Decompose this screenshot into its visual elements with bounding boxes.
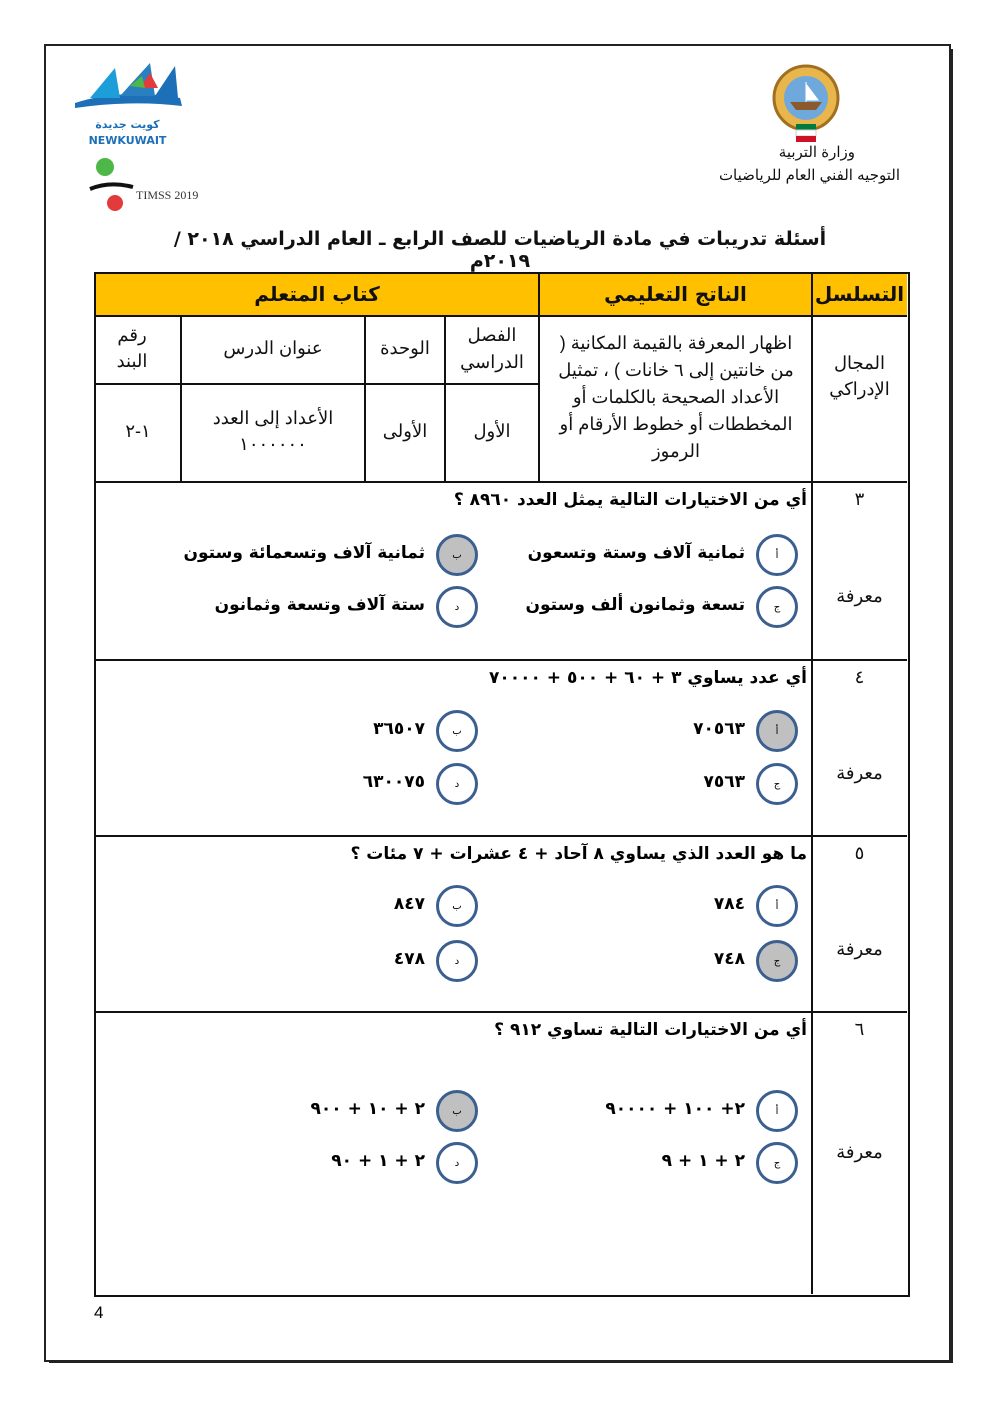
cognitive-domain: المجال الإدراكي xyxy=(829,353,890,399)
question-text: أي من الاختيارات التالية يمثل العدد ٨٩٦٠ ؟ xyxy=(453,490,807,510)
department-name: التوجيه الفني العام للرياضيات xyxy=(718,167,900,184)
option-letter: ب xyxy=(452,1105,462,1117)
new-kuwait-logo-text: كويت جديدة NEWKUWAIT xyxy=(88,118,167,147)
question-text: أي من الاختيارات التالية تساوي ٩١٢ ؟ xyxy=(494,1020,807,1040)
option-letter: د xyxy=(454,955,460,967)
option-0-radio[interactable] xyxy=(756,885,798,927)
header-book: كتاب المتعلم xyxy=(254,282,380,306)
new-kuwait-logo-icon xyxy=(70,58,185,113)
item-label: رقم البند xyxy=(116,325,148,371)
option-0-radio[interactable] xyxy=(756,1090,798,1132)
option-letter: ج xyxy=(773,955,781,967)
option-1-text: ثمانية آلاف وتسعمائة وستون xyxy=(183,543,425,563)
item-value: ١-٢ xyxy=(125,421,151,441)
header-sequence: التسلسل xyxy=(814,282,905,306)
option-3-radio[interactable] xyxy=(436,1142,478,1184)
timss-logo-text: TIMSS 2019 xyxy=(136,188,199,202)
page-number: 4 xyxy=(94,1303,104,1322)
option-letter: ج xyxy=(773,1157,781,1169)
page-title: أسئلة تدريبات في مادة الرياضيات للصف الرابع ـ العام الدراسي ٢٠١٨ / ٢٠١٩م xyxy=(173,228,827,272)
lesson-label: عنوان الدرس xyxy=(223,338,323,358)
unit-value: الأولى xyxy=(382,421,428,441)
option-2-text: تسعة وثمانون ألف وستون xyxy=(525,595,745,615)
option-0-radio[interactable] xyxy=(756,534,798,576)
semester-value: الأول xyxy=(473,421,511,441)
option-2-radio[interactable] xyxy=(756,586,798,628)
option-2-radio[interactable] xyxy=(756,940,798,982)
option-2-radio[interactable] xyxy=(756,1142,798,1184)
question-level: معرفة xyxy=(836,938,883,959)
unit-label: الوحدة xyxy=(380,338,430,358)
option-letter: د xyxy=(454,601,460,613)
option-letter: أ xyxy=(775,1105,779,1117)
option-letter: أ xyxy=(775,900,779,912)
option-1-text: ٣٦٥٠٧ xyxy=(373,719,425,739)
option-3-radio[interactable] xyxy=(436,586,478,628)
question-level: معرفة xyxy=(836,586,883,606)
option-3-radio[interactable] xyxy=(436,940,478,982)
option-2-text: ٧٤٨ xyxy=(713,949,745,969)
option-1-radio[interactable] xyxy=(436,885,478,927)
option-letter: د xyxy=(454,778,460,790)
kuwait-emblem-icon xyxy=(768,62,844,146)
option-letter: د xyxy=(454,1157,460,1169)
option-0-radio[interactable] xyxy=(756,710,798,752)
option-letter: ب xyxy=(452,549,462,561)
semester-label: الفصل الدراسي xyxy=(460,325,524,372)
option-letter: أ xyxy=(775,549,779,561)
option-letter: ب xyxy=(452,725,462,737)
option-3-text: ستة آلاف وتسعة وثمانون xyxy=(214,595,425,615)
question-number: ٥ xyxy=(854,843,865,863)
option-0-text: ٧٠٥٦٣ xyxy=(693,719,745,739)
question-number: ٣ xyxy=(854,489,865,509)
option-letter: ج xyxy=(773,778,781,790)
option-3-text: ٤٧٨ xyxy=(393,949,425,969)
option-1-radio[interactable] xyxy=(436,1090,478,1132)
option-letter: ج xyxy=(773,601,781,613)
question-level: معرفة xyxy=(836,1142,883,1162)
question-number: ٤ xyxy=(854,667,865,687)
learning-outcome: اظهار المعرفة بالقيمة المكانية ( من خانتين إلى ٦ خانات ) ، تمثيل الأعداد الصحيحة بالكلمات أو المخططات أو خطوط الأرقام أو الرموز xyxy=(558,333,794,461)
option-3-text: ٦٣٠٠٧٥ xyxy=(362,772,425,792)
option-2-radio[interactable] xyxy=(756,763,798,805)
question-text: ما هو العدد الذي يساوي ٨ آحاد + ٤ عشرات + ٧ مئات ؟ xyxy=(350,844,807,864)
option-1-radio[interactable] xyxy=(436,710,478,752)
option-0-text: ٧٨٤ xyxy=(713,894,745,914)
option-1-radio[interactable] xyxy=(436,534,478,576)
question-text: أي عدد يساوي ٣ + ٦٠ + ٥٠٠ + ٧٠٠٠٠ xyxy=(488,668,807,688)
option-0-text: ٢+ ١٠٠ + ٩٠٠٠٠ xyxy=(605,1099,745,1119)
header-outcome: الناتج التعليمي xyxy=(604,282,747,306)
lesson-value: الأعداد إلى العدد ١٠٠٠٠٠٠ xyxy=(212,408,334,454)
option-letter: أ xyxy=(775,725,779,737)
timss-logo-icon xyxy=(85,155,135,215)
question-level: معرفة xyxy=(836,762,883,783)
ministry-name: وزارة التربية xyxy=(778,144,855,161)
option-letter: ب xyxy=(452,900,462,912)
option-1-text: ٢ + ١٠ + ٩٠٠ xyxy=(310,1099,425,1119)
option-0-text: ثمانية آلاف وستة وتسعون xyxy=(527,543,745,563)
question-number: ٦ xyxy=(854,1019,865,1039)
option-2-text: ٧٥٦٣ xyxy=(703,772,745,792)
option-2-text: ٢ + ١ + ٩ xyxy=(661,1151,745,1171)
option-1-text: ٨٤٧ xyxy=(393,894,425,914)
option-3-text: ٢ + ١ + ٩٠ xyxy=(331,1151,425,1171)
option-3-radio[interactable] xyxy=(436,763,478,805)
